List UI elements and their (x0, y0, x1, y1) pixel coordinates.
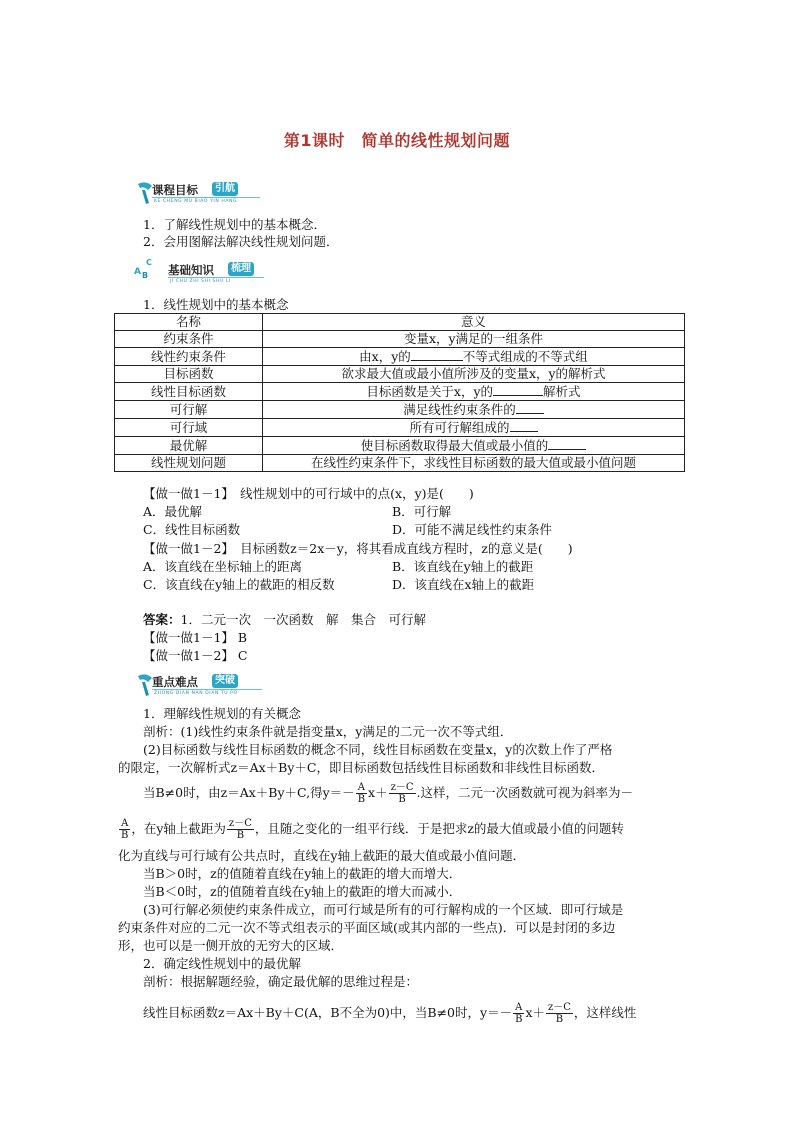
section-pinyin: JI CHU ZHI SHI SHU LI (170, 279, 231, 284)
fill-blank (493, 383, 543, 396)
section-title: 基础知识 (168, 263, 214, 277)
section-badge-basics (134, 258, 270, 284)
goal-2: 2．会用图解法解决线性规划问题． (143, 234, 339, 249)
answers-line-1 (143, 612, 426, 628)
exercise-1-1-stem: 【做一做1－1】 线性规划中的可行域中的点(x，y)是( ) (143, 486, 474, 501)
exercise-1-2-option-a: A．该直线在坐标轴上的距离 (143, 559, 303, 574)
section-tag: 引航 (212, 182, 238, 196)
exercise-1-1-option-a: A．最优解 (143, 504, 203, 519)
exercise-1-1-option-d: D．可能不满足线性约束条件 (392, 522, 553, 537)
fraction-a-over-b: $\frac{A}{B}$ (357, 782, 366, 805)
answers-line-2: 【做一做1－1】 B (143, 630, 248, 645)
exercise-1-2-option-b: B．该直线在y轴上的截距 (392, 559, 534, 574)
analysis-heading-2: 2．确定线性规划中的最优解 (143, 956, 301, 971)
row-name: 可行解 (115, 401, 263, 419)
table-row (115, 366, 685, 383)
analysis-p5: 当B＜0时，z的值随着直线在y轴上的截距的增大而减小． (143, 884, 462, 899)
section-tag: 突破 (212, 674, 238, 688)
exercise-1-2-option-d: D．该直线在x轴上的截距 (392, 577, 535, 592)
section-pinyin: ZHONG DIAN NAN DIAN TU PO (154, 691, 238, 696)
row-meaning: 欲求最大值或最小值所涉及的变量x，y的解析式 (263, 366, 685, 383)
analysis-p6a: (3)可行解必须使约束条件成立，而可行域是所有的可行解构成的一个区域．即可行域是 (143, 902, 624, 917)
divider (152, 197, 260, 198)
fraction-a-over-b: $\frac{A}{B}$ (515, 1002, 523, 1025)
analysis-p4: 当B＞0时，z的值随着直线在y轴上的截距的增大而增大． (143, 866, 462, 881)
table-row (115, 383, 685, 401)
svg-text:C: C (146, 258, 152, 267)
analysis-p3c: 化为直线与可行域有公共点时，直线在y轴上截距的最大值或最小值问题． (118, 848, 526, 863)
table-row (115, 419, 685, 437)
answers-line-3: 【做一做1－2】 C (143, 648, 248, 663)
divider (168, 277, 264, 278)
row-name: 线性目标函数 (115, 383, 263, 401)
analysis-p3a: 当B≠0时，由z＝Ax＋By＋C,得y＝－ $\frac{A}{B}$ x＋ $\frac{z-C}{B}$ .这样，二元一次函数就可视为斜率为－ (143, 782, 634, 805)
fill-blank (510, 419, 538, 432)
table-row (115, 401, 685, 419)
row-name: 可行域 (115, 419, 263, 437)
analysis-p2a: (2)目标函数与线性目标函数的概念不同，线性目标函数在变量x，y的次数上作了严格 (143, 742, 613, 757)
row-name: 最优解 (115, 437, 263, 455)
concepts-table (114, 313, 685, 472)
answers-label: 答案： (143, 612, 181, 627)
analysis-p6b: 约束条件对应的二元一次不等式组表示的平面区域(或其内部的一些点)．可以是封闭的多边 (118, 920, 616, 935)
row-meaning: 变量x，y满足的一组条件 (263, 331, 685, 348)
row-meaning: 所有可行解组成的 (263, 419, 685, 437)
header-name: 名称 (115, 314, 263, 331)
fill-blank (411, 348, 463, 361)
divider (152, 689, 262, 690)
row-name: 线性约束条件 (115, 348, 263, 366)
row-meaning: 由x，y的 不等式组成的不等式组 (263, 348, 685, 366)
section-title: 重点难点 (152, 675, 198, 689)
table-row (115, 331, 685, 348)
row-meaning: 使目标函数取得最大值或最小值的 (263, 437, 685, 455)
section-badge-key-points (140, 672, 270, 698)
section-tag: 梳理 (228, 262, 254, 276)
analysis-heading-1: 1．理解线性规划的有关概念 (143, 706, 301, 721)
fraction-zc-over-b: $\frac{z-C}{B}$ (548, 1002, 571, 1025)
section-pinyin: KE CHENG MU BIAO YIN HANG (154, 199, 238, 204)
analysis-p8: 线性目标函数z＝Ax＋By＋C(A，B不全为0)中，当B≠0时，y＝－ $\frac{A}{B}$ x＋ $\frac{z-C}{B}$ ，这样线性 (143, 1002, 637, 1025)
exercise-1-1-option-b: B．可行解 (392, 504, 452, 519)
analysis-p3b: $\frac{A}{B}$ ，在y轴上截距为 $\frac{z-C}{B}$ ，且随之变化的一组平行线．于是把求z的最大值或最小值的问题转 (121, 818, 624, 841)
header-meaning: 意义 (263, 314, 685, 331)
abc-icon (132, 256, 156, 284)
svg-text:A: A (134, 267, 141, 277)
analysis-p1: 剖析：(1)线性约束条件就是指变量x，y满足的二元一次不等式组． (143, 724, 513, 739)
row-meaning: 满足线性约束条件的 (263, 401, 685, 419)
analysis-p7: 剖析：根据解题经验，确定最优解的思维过程是： (143, 974, 419, 989)
table-row (115, 348, 685, 366)
fraction-zc-over-b: $\frac{z-C}{B}$ (390, 782, 414, 805)
exercise-1-2-stem: 【做一做1－2】 目标函数z＝2x－y，将其看成直线方程时，z的意义是( ) (143, 541, 573, 556)
page-title: 第1课时 简单的线性规划问题 (283, 131, 511, 150)
table-row (115, 437, 685, 455)
goal-1: 1．了解线性规划中的基本概念． (143, 217, 326, 232)
row-name: 约束条件 (115, 331, 263, 348)
section-title: 课程目标 (152, 183, 198, 197)
table-intro: 1．线性规划中的基本概念 (143, 297, 289, 312)
fill-blank (516, 401, 544, 414)
row-name: 目标函数 (115, 366, 263, 383)
exercise-1-2-option-c: C．该直线在y轴上的截距的相反数 (143, 577, 335, 592)
section-badge-course-goals (140, 180, 270, 206)
answers-text: 1．二元一次 一次函数 解 集合 可行解 (180, 612, 426, 627)
row-name: 线性规划问题 (115, 455, 263, 472)
exercise-1-1-option-c: C．线性目标函数 (143, 522, 241, 537)
svg-text:B: B (142, 271, 149, 280)
fraction-zc-over-b: $\frac{z-C}{B}$ (228, 818, 252, 841)
table-header-row (115, 314, 685, 331)
row-meaning: 目标函数是关于x，y的 解析式 (263, 383, 685, 401)
analysis-p6c: 形，也可以是一侧开放的无穷大的区域． (118, 938, 344, 953)
row-meaning: 在线性约束条件下，求线性目标函数的最大值或最小值问题 (263, 455, 685, 472)
table-row (115, 455, 685, 472)
fraction-a-over-b: $\frac{A}{B}$ (121, 818, 129, 841)
analysis-p2b: 的限定，一次解析式z＝Ax＋By＋C，即目标函数包括线性目标函数和非线性目标函数． (118, 760, 604, 775)
fill-blank (548, 437, 586, 450)
